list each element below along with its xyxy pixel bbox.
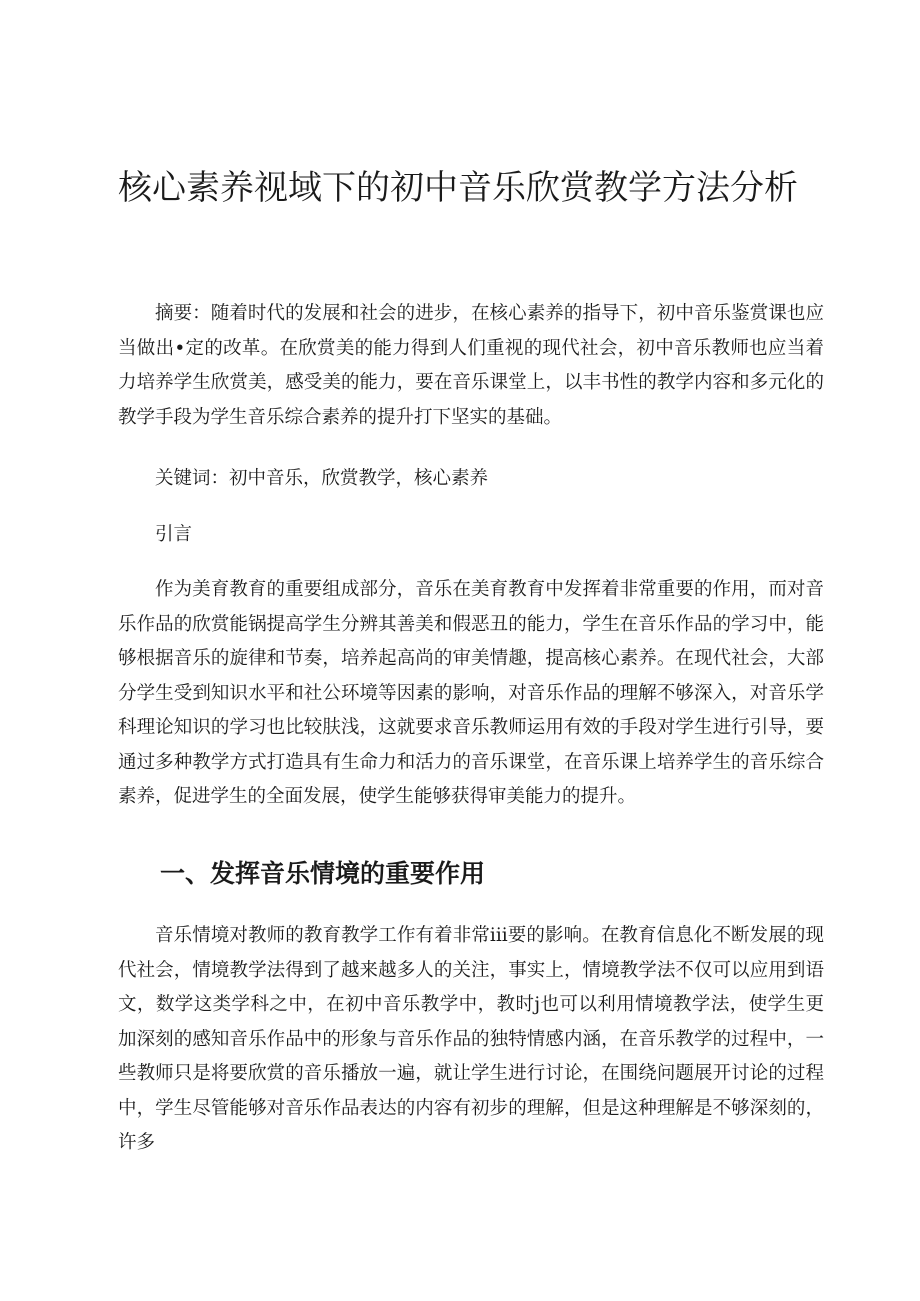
section-heading-1: 一、发挥音乐情境的重要作用 bbox=[160, 859, 486, 888]
keywords-line: 关键词：初中音乐，欣赏教学，核心素养 bbox=[155, 468, 489, 489]
intro-heading: 引言 bbox=[155, 524, 193, 545]
section-1-paragraph: 音乐情境对教师的教育教学工作有着非常iii要的影响。在教育信息化不断发展的现代社会，情境教学法得到了越来越多人的关注，事实上，情境教学法不仅可以应用到语文，数学这类学科之中，在初中音乐教学中，教时j也可以利用情境教学法，使学生更加深刻的感知音乐作品中的形象与音乐作品的独特情感内涵，在音乐教学的过程中，一些教师只是将要欣赏的音乐播放一遍，就让学生进行讨论，在围绕问题展开讨论的过程中，学生尽管能够对音乐作品表达的内容有初步的理解，但是这种理解是不够深刻的，许多 bbox=[118, 925, 824, 1153]
document-title: 核心素养视域下的初中音乐欣赏教学方法分析 bbox=[118, 168, 798, 208]
intro-paragraph: 作为美育教育的重要组成部分，音乐在美育教育中发挥着非常重要的作用，而对音乐作品的欣赏能锅提高学生分辨其善美和假恶丑的能力，学生在音乐作品的学习中，能够根据音乐的旋律和节奏，培养起高尚的审美情趣，提高核心素养。在现代社会，大部分学生受到知识水平和社公环境等因素的影响，对音乐作品的理解不够深入，对音乐学科理论知识的学习也比较肤浅，这就要求音乐教师运用有效的手段对学生进行引导，要通过多种教学方式打造具有生命力和活力的音乐课堂，在音乐课上培养学生的音乐综合素养，促进学生的全面发展，使学生能够获得审美能力的提升。 bbox=[118, 579, 824, 807]
abstract-paragraph: 摘要：随着时代的发展和社会的进步，在核心素养的指导下，初中音乐鉴赏课也应当做出•定的改革。在欣赏美的能力得到人们重视的现代社会，初中音乐教师也应当着力培养学生欣赏美，感受美的能力，要在音乐课堂上，以丰书性的教学内容和多元化的教学手段为学生音乐综合素养的提升打下坚实的基础。 bbox=[118, 303, 824, 428]
